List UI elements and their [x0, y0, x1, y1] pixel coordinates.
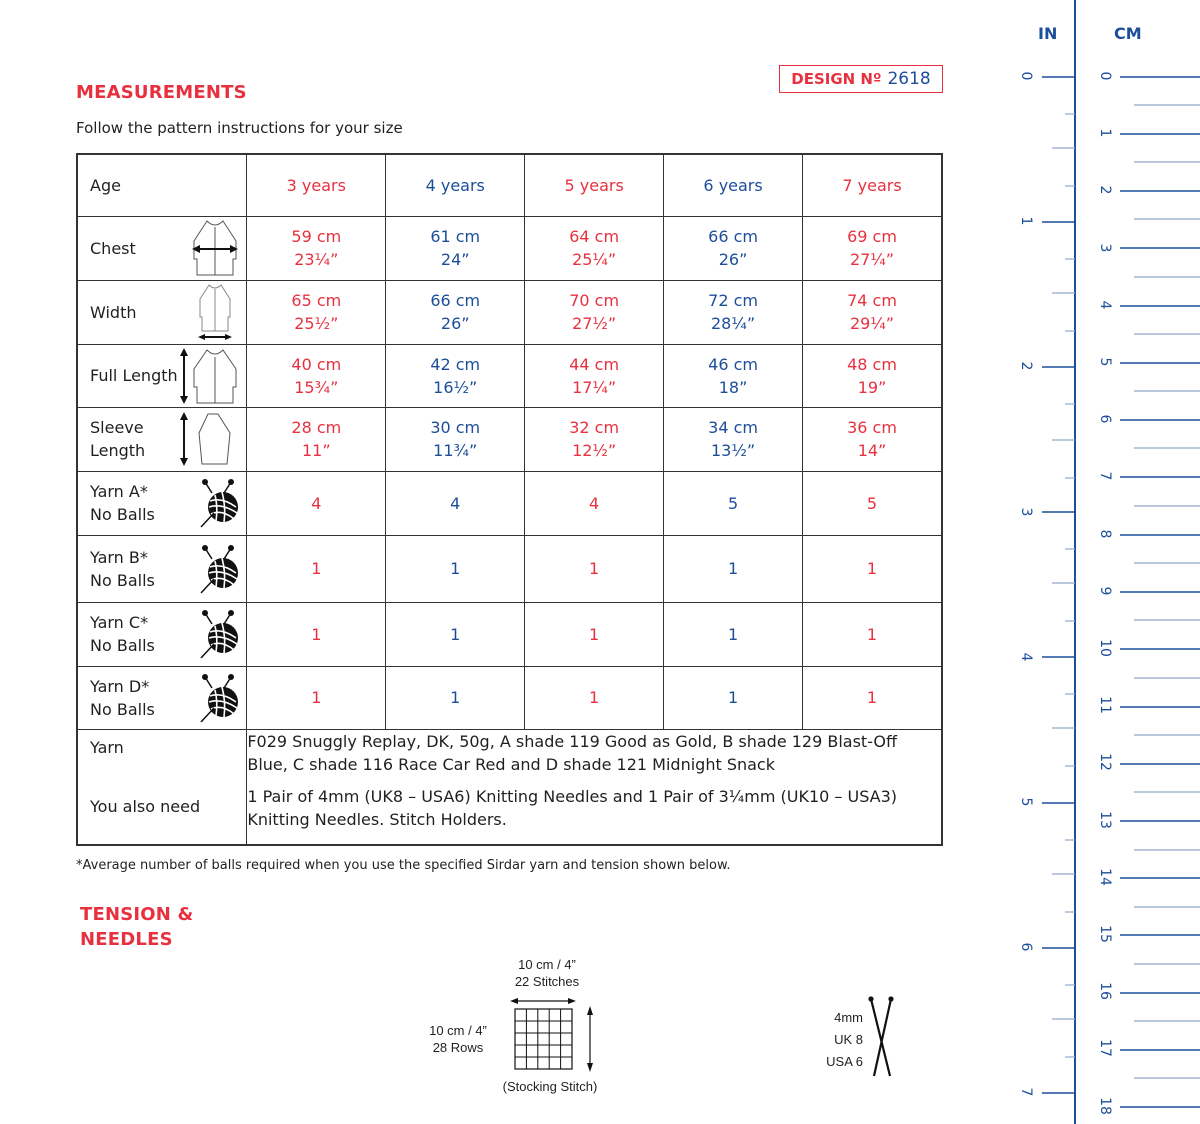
table-row-full-length	[77, 344, 942, 407]
yarn-c-7y: 1	[803, 602, 942, 666]
length-cm-6y: 46 cm	[708, 354, 758, 374]
width-in-7y: 29¼”	[849, 314, 895, 333]
materials-text-cell	[247, 729, 942, 845]
ruler-cm-label: CM	[1114, 24, 1142, 43]
chest-cm-6y: 66 cm	[708, 227, 758, 246]
full-length-label-cell	[77, 344, 247, 407]
also-need-label: You also need	[90, 796, 201, 816]
table-row-yarn-d	[77, 666, 942, 729]
yarn-d-label-line2: No Balls	[90, 699, 155, 719]
yarn-a-label-line2: No Balls	[90, 505, 155, 524]
ruler-cm-number: 5	[1097, 357, 1113, 367]
size-6-years: 6 years	[664, 154, 803, 216]
ruler-cm-number: 13	[1097, 810, 1113, 829]
sleeve-label-line1: Sleeve	[90, 418, 144, 437]
yarn-d-4y: 1	[386, 666, 525, 729]
width-cm-7y: 74 cm	[847, 291, 897, 310]
size-4-years: 4 years	[386, 154, 525, 216]
ruler-inch-number: 0	[1018, 71, 1034, 81]
length-in-6y: 18”	[718, 377, 748, 397]
length-in-4y: 16½”	[433, 377, 478, 397]
ruler-inch-number: 7	[1018, 1087, 1034, 1097]
chest-label-cell	[77, 216, 247, 280]
length-cm-4y: 42 cm	[430, 354, 481, 374]
sleeve-cm-4y: 30 cm	[430, 418, 481, 437]
sleeve-cm-7y: 36 cm	[847, 418, 897, 437]
length-cm-3y: 40 cm	[291, 354, 342, 374]
sleeve-label-line2: Length	[90, 441, 146, 460]
size-7-years: 7 years	[803, 154, 942, 216]
yarn-ball-icon	[198, 477, 240, 529]
yarn-d-5y: 1	[525, 666, 664, 729]
cardigan-chest-icon	[190, 219, 240, 277]
length-in-5y: 17¼”	[572, 377, 617, 397]
width-label: Width	[90, 302, 137, 322]
table-row-chest	[77, 216, 942, 280]
yarn-a-label-cell	[77, 471, 247, 535]
table-row-sleeve-length	[77, 407, 942, 471]
tension-swatch-grid-icon	[505, 995, 605, 1073]
yarn-ball-icon	[198, 672, 240, 724]
yarn-b-4y: 1	[386, 535, 525, 602]
width-in-5y: 27½”	[572, 314, 617, 333]
width-cm-6y: 72 cm	[708, 291, 758, 310]
chest-cm-4y: 61 cm	[430, 227, 481, 246]
width-in-3y: 25½”	[294, 314, 339, 333]
measurements-table	[76, 153, 943, 846]
needle-size: 4mm	[834, 1010, 863, 1025]
length-in-3y: 15¾”	[294, 377, 339, 397]
yarn-c-label-cell	[77, 602, 247, 666]
tension-width-measure: 10 cm / 4”	[518, 957, 576, 972]
ruler-cm-number: 2	[1097, 185, 1113, 195]
yarn-d-3y: 1	[247, 666, 386, 729]
sleeve-in-3y: 11”	[301, 441, 331, 460]
sleeve-cm-6y: 34 cm	[708, 418, 758, 437]
chest-cm-3y: 59 cm	[291, 227, 342, 246]
width-cm-5y: 70 cm	[569, 291, 620, 310]
yarn-c-6y: 1	[664, 602, 803, 666]
yarn-c-label-line2: No Balls	[90, 636, 155, 655]
chest-in-7y: 27¼”	[849, 250, 895, 269]
width-in-4y: 26”	[440, 314, 470, 333]
full-length-label: Full Length	[90, 366, 178, 385]
ruler-cm-number: 4	[1097, 300, 1113, 310]
tension-height-label	[418, 1022, 498, 1056]
table-row-yarn-a	[77, 471, 942, 535]
ruler-cm-number: 3	[1097, 243, 1113, 253]
sleeve-in-6y: 13½”	[710, 441, 756, 460]
ruler-inch-number: 3	[1018, 507, 1034, 517]
yarn-b-3y: 1	[247, 535, 386, 602]
yarn-a-3y: 4	[247, 471, 386, 535]
chest-in-6y: 26”	[718, 250, 748, 269]
ruler-cm-number: 6	[1097, 414, 1113, 424]
yarn-b-6y: 1	[664, 535, 803, 602]
measuring-ruler	[1000, 0, 1200, 1124]
yarn-a-7y: 5	[803, 471, 942, 535]
yarn-c-5y: 1	[525, 602, 664, 666]
ruler-cm-number: 16	[1097, 982, 1113, 1001]
cardigan-width-icon	[190, 283, 240, 341]
needle-uk: UK 8	[834, 1032, 863, 1047]
needle-usa: USA 6	[826, 1054, 863, 1069]
sleeve-in-7y: 14”	[857, 441, 887, 460]
table-row-width	[77, 280, 942, 344]
tension-rows: 28 Rows	[432, 1040, 484, 1055]
cardigan-length-icon	[178, 347, 240, 405]
yarn-ball-icon	[198, 543, 240, 595]
ruler-cm-number: 0	[1097, 71, 1113, 81]
width-cm-4y: 66 cm	[430, 291, 481, 310]
yarn-b-label-line2: No Balls	[90, 570, 155, 590]
yarn-c-4y: 1	[386, 602, 525, 666]
chest-label: Chest	[90, 238, 136, 258]
design-number: 2618	[887, 69, 931, 89]
yarn-text: F029 Snuggly Replay, DK, 50g, A shade 119 Good as Gold, B shade 129 Blast-Off Blue, C shade 116 Race Car Red and D shade 121 Midnight Snack	[247, 731, 898, 774]
tension-title-line2: NEEDLES	[80, 929, 173, 950]
width-label-cell	[77, 280, 247, 344]
table-row-materials	[77, 729, 942, 845]
sleeve-cm-5y: 32 cm	[569, 418, 620, 437]
footnote: *Average number of balls required when you use the specified Sirdar yarn and tension shown below.	[76, 858, 731, 873]
tension-height-measure: 10 cm / 4”	[429, 1023, 487, 1038]
age-label: Age	[77, 154, 247, 216]
knitting-needles-icon	[866, 994, 896, 1078]
chest-in-4y: 24”	[440, 250, 470, 269]
length-in-7y: 19”	[857, 377, 887, 397]
ruler-cm-number: 14	[1097, 867, 1113, 886]
ruler-in-label: IN	[1038, 24, 1058, 43]
table-row-yarn-b	[77, 535, 942, 602]
ruler-inch-number: 4	[1018, 652, 1034, 662]
section-title-tension	[80, 902, 193, 952]
stitch-type: (Stocking Stitch)	[502, 1079, 598, 1094]
ruler-cm-number: 17	[1097, 1039, 1113, 1058]
yarn-b-label-line1: Yarn B*	[90, 547, 148, 567]
yarn-c-3y: 1	[247, 602, 386, 666]
yarn-d-label-cell	[77, 666, 247, 729]
yarn-b-7y: 1	[803, 535, 942, 602]
yarn-ball-icon	[198, 608, 240, 660]
ruler-cm-number: 10	[1097, 639, 1113, 657]
yarn-d-7y: 1	[803, 666, 942, 729]
yarn-b-label-cell	[77, 535, 247, 602]
design-label: DESIGN Nº	[791, 70, 882, 88]
ruler-cm-number: 12	[1097, 753, 1113, 772]
ruler-inch-number: 1	[1018, 216, 1034, 226]
sleeve-length-icon	[178, 411, 240, 467]
sleeve-in-5y: 12½”	[572, 441, 617, 460]
ruler-cm-number: 15	[1097, 925, 1113, 943]
tension-width-label	[497, 956, 597, 990]
yarn-label: Yarn	[90, 737, 124, 757]
ruler-cm-number: 18	[1097, 1096, 1113, 1115]
section-title-measurements: MEASUREMENTS	[76, 82, 247, 103]
yarn-c-label-line1: Yarn C*	[90, 613, 149, 632]
ruler-cm-number: 7	[1097, 471, 1113, 481]
size-3-years: 3 years	[247, 154, 386, 216]
chest-cm-5y: 64 cm	[569, 227, 620, 246]
yarn-a-6y: 5	[664, 471, 803, 535]
ruler-inch-number: 6	[1018, 942, 1034, 952]
yarn-d-label-line1: Yarn D*	[90, 676, 150, 696]
subtitle: Follow the pattern instructions for your size	[76, 119, 403, 137]
yarn-d-6y: 1	[664, 666, 803, 729]
needle-size-labels	[815, 1007, 863, 1073]
ruler-cm-number: 11	[1097, 696, 1113, 715]
ruler-cm-number: 9	[1097, 586, 1113, 596]
sleeve-in-4y: 11¾”	[433, 441, 478, 460]
yarn-a-5y: 4	[525, 471, 664, 535]
length-cm-5y: 44 cm	[569, 354, 620, 374]
yarn-a-4y: 4	[386, 471, 525, 535]
ruler-cm-number: 1	[1097, 128, 1113, 138]
also-need-text: 1 Pair of 4mm (UK8 – USA6) Knitting Needles and 1 Pair of 3¼mm (UK10 – USA3) Knitting Needles. Stitch Holders.	[247, 786, 898, 829]
materials-label-cell	[77, 729, 247, 845]
ruler-inch-number: 2	[1018, 361, 1034, 371]
sleeve-cm-3y: 28 cm	[291, 418, 342, 437]
width-cm-3y: 65 cm	[291, 291, 342, 310]
table-row-age	[77, 154, 942, 216]
table-row-yarn-c	[77, 602, 942, 666]
ruler-inch-number: 5	[1018, 797, 1034, 807]
chest-cm-7y: 69 cm	[847, 227, 897, 246]
width-in-6y: 28¼”	[710, 314, 756, 333]
size-5-years: 5 years	[525, 154, 664, 216]
chest-in-3y: 23¼”	[294, 250, 339, 269]
ruler-cm-number: 8	[1097, 529, 1113, 539]
design-number-badge	[779, 65, 943, 93]
yarn-b-5y: 1	[525, 535, 664, 602]
length-cm-7y: 48 cm	[847, 354, 897, 374]
chest-in-5y: 25¼”	[572, 250, 617, 269]
tension-title-line1: TENSION &	[80, 904, 194, 925]
sleeve-length-label-cell	[77, 407, 247, 471]
yarn-a-label-line1: Yarn A*	[90, 482, 148, 501]
tension-stitches: 22 Stitches	[514, 974, 580, 989]
